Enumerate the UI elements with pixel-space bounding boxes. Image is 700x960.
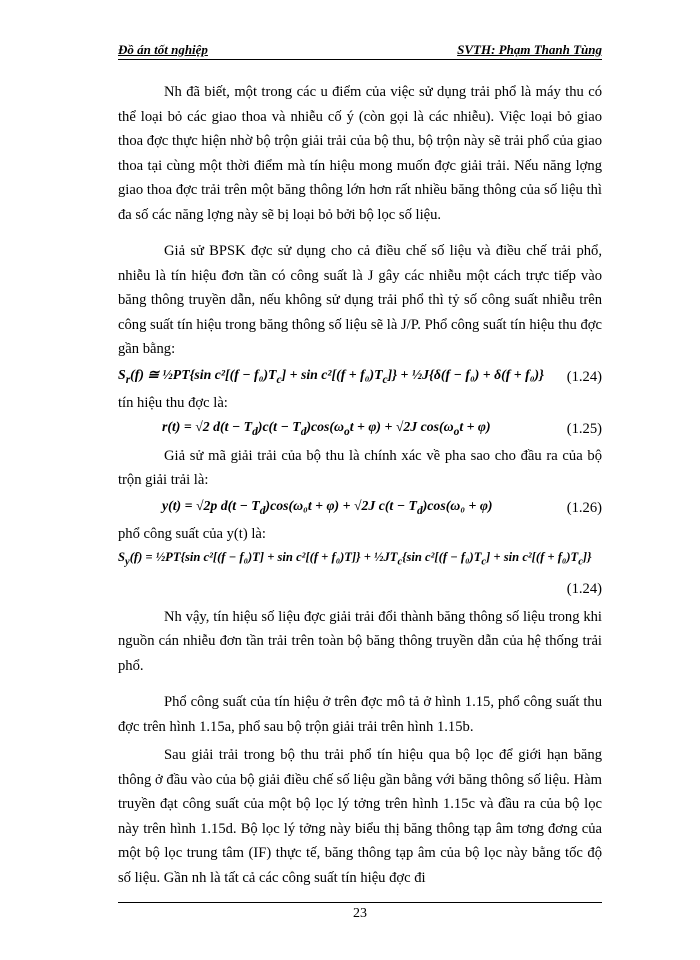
header-rule [118,59,602,60]
paragraph-2: Giả sử BPSK đợc sử dụng cho cả điều chế số liệu và điều chế trải phổ, nhiễu là tín hiệu đơn tần có công suất là J gây các nhiễu một cách trực tiếp vào băng thông truyền dẫn, nếu không sử dụng trải phổ thì tỷ số công suất nhiễu trên công suất tín hiệu trong băng thông số liệu sẽ là J/P. Phổ công suất tín hiệu thu đợc gần bằng: [118,243,602,357]
line-power-spectrum: phổ công suất của y(t) là: [118,525,266,542]
equation-1-24b-number: (1.24) [566,580,602,597]
equation-1-24b-formula: $S_y(f)$ = ½PT{sin $c^2[(f - f_0)T] + \sin c^2[(f + f_0)T]\} + \frac{1}{2}JT_c\{\sin$ $c^2[(f - f_0)T_c] + \sin c^2[(f + f_0)T_c]$} [118,549,592,568]
equation-1-26 [118,493,602,523]
equation-1-25-formula: r(t) = √2 $d(t - T_d)c(t - T_d)\cos(\omega_ot + \varphi) + √2J$ $\cos(\omega_ot + \varphi)$ [162,418,491,438]
equation-1-26-formula: y(t) = √2p $d(t - T_d)\cos(\omega_0t + \varphi) + √2J$ $c(t - T_d)\cos(\omega_0 + \varphi)$ [162,497,493,517]
header-title: Đồ án tốt nghiệp [118,42,208,57]
paragraph-1: Nh đã biết, một trong các u điểm của việc sử dụng trải phổ là máy thu có thể loại bỏ các giao thoa và nhiễu cố ý (còn gọi là các nhiễu). Việc loại bỏ giao thoa đợc thực hiện nhờ bộ trộn giải trải của bộ thu, bộ trộn này sẽ trải phổ của giao thoa tại cùng một thời điểm mà tín hiệu mong muốn đợc giải trải. Nếu năng lợng giao thoa đợc trải trên một băng thông lớn hơn rất nhiều băng thông của số liệu thì đa số các năng lợng này sẽ bị loại bỏ bởi bộ lọc số liệu. [118,84,602,223]
equation-1-26-number: (1.26) [566,499,602,516]
equation-1-24-formula: $S_r(f)$ ≅ ½PT{sin $c^2[(f - f_0)T_c] + \sin c^2[(f + f_0)T_c]$} + ½J{δ(f − f₀) + δ(f + f₀)} [118,366,544,386]
page-footer [118,902,602,922]
paragraph-6: Sau giải trải trong bộ thu trải phổ tín hiệu qua bộ lọc để giới hạn băng thông ở đầu vào của bộ giải điều chế số liệu gần bằng với băng thông số liệu. Hàm truyền đạt công suất của một bộ lọc lý tởng trên hình 1.15c và đầu ra của bộ lọc này trên hình 1.15d. Bộ lọc lý tởng này biểu thị băng thông tạp âm tơng đơng của một bộ lọc trung tâm (IF) thực tế, băng thông tạp âm của bộ lọc này bằng tốc độ số liệu. Gần nh là tất cả các công suất tín hiệu đợc đi [118,747,602,886]
equation-1-24b [118,545,602,605]
paragraph-3: Giả sử mã giải trải của bộ thu là chính xác về pha sao cho đầu ra của bộ trộn giải trải là: [118,447,602,488]
page-number: 23 [353,906,367,921]
line-received-signal: tín hiệu thu đợc là: [118,394,228,411]
equation-1-24 [118,362,602,392]
paragraph-5: Phổ công suất của tín hiệu ở trên đợc mô tả ở hình 1.15, phổ công suất thu đợc trên hình 1.15a, phổ sau bộ trộn giải trải trên hình 1.15b. [118,694,602,735]
paragraph-4: Nh vậy, tín hiệu số liệu đợc giải trải đổi thành băng thông số liệu trong khi nguồn cán nhiễu đơn tần trải trên toàn bộ băng thông truyền dẫn của hệ thống trải phổ. [118,608,602,674]
equation-1-24-number: (1.24) [566,368,602,385]
header-author: SVTH: Phạm Thanh Tùng [457,42,602,57]
equation-1-25-number: (1.25) [566,420,602,437]
page-body [118,80,602,902]
footer-rule [118,902,602,903]
page-header [118,38,602,60]
equation-1-25 [118,414,602,444]
